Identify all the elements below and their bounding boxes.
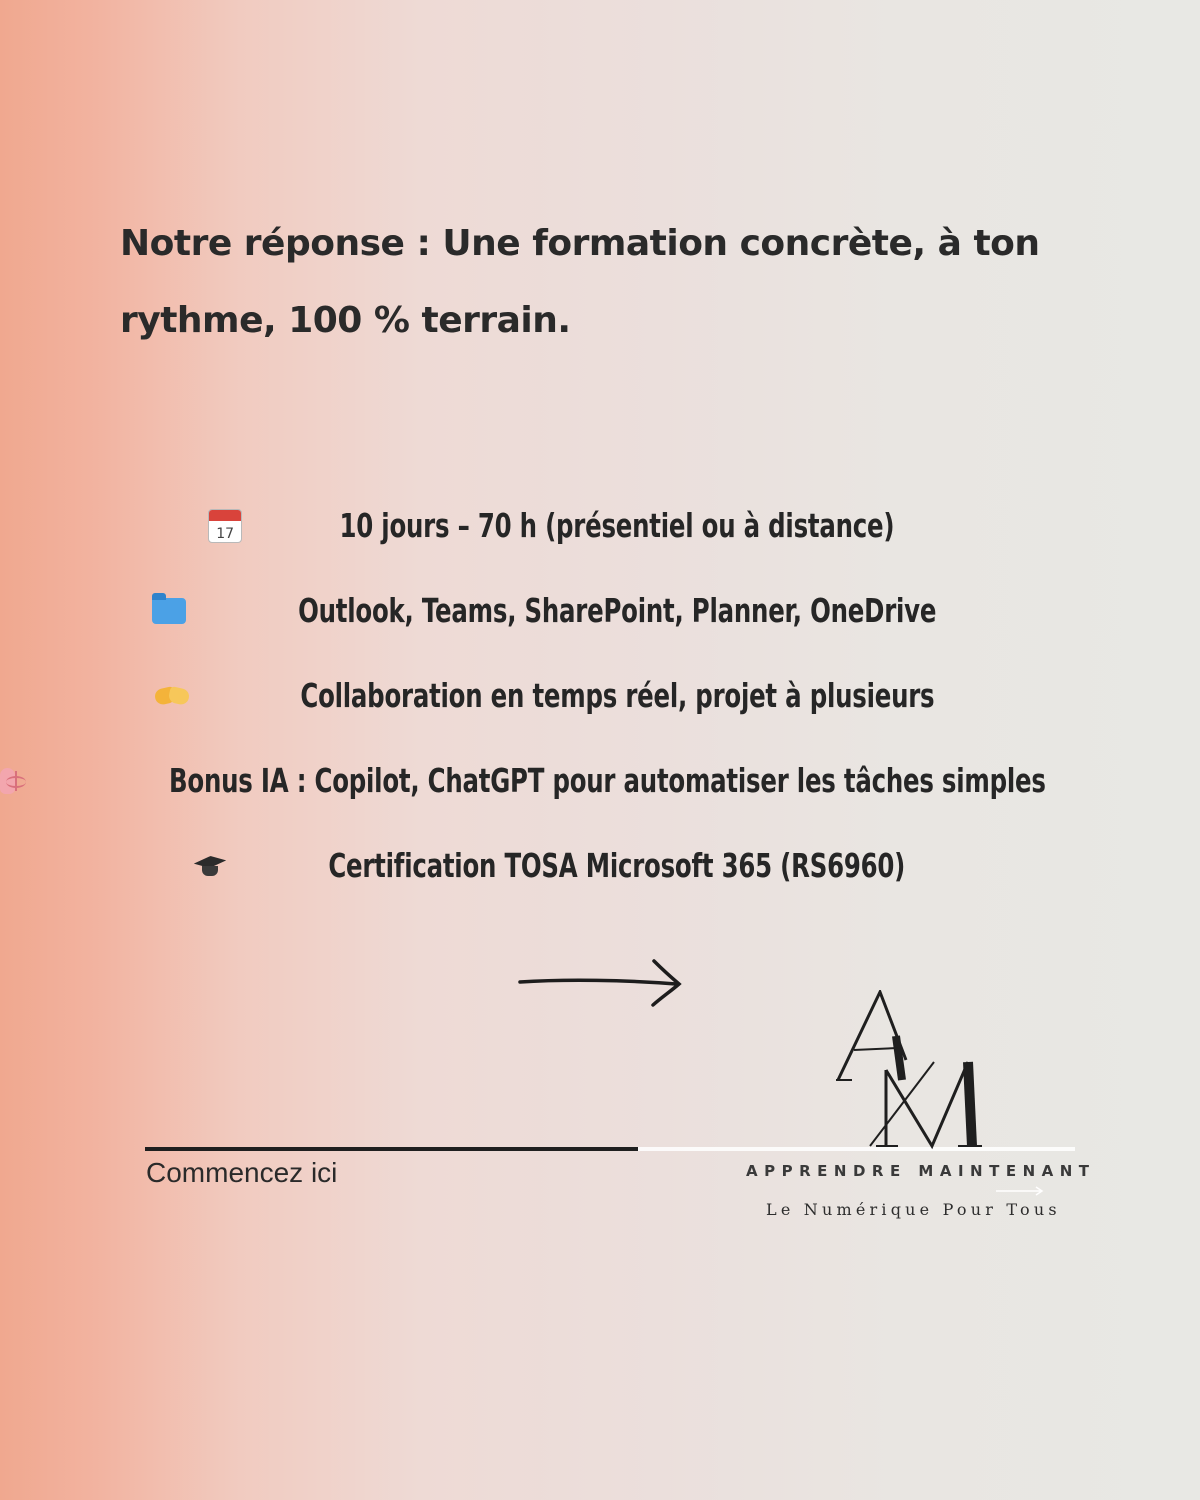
feature-text: Outlook, Teams, SharePoint, Planner, OneDrive (297, 591, 937, 630)
handshake-icon (155, 684, 189, 708)
feature-item (0, 738, 1200, 823)
brand-name: APPRENDRE MAINTENANT (746, 1162, 1096, 1180)
headline: Notre réponse : Une formation concrète, à ton rythme, 100 % terrain. (120, 223, 1040, 341)
next-arrow-icon[interactable] (516, 955, 686, 1010)
graduation-cap-icon (193, 852, 227, 880)
monogram-logo-icon (836, 990, 986, 1150)
brand-tagline: Le Numérique Pour Tous (766, 1200, 1061, 1219)
brand-logo (746, 990, 1096, 1230)
brain-icon (0, 768, 15, 794)
feature-item (0, 483, 1200, 568)
calendar-icon (208, 509, 242, 543)
feature-text: 10 jours – 70 h (présentiel ou à distance) (339, 506, 895, 545)
feature-text: Collaboration en temps réel, projet à plusieurs (300, 676, 934, 715)
feature-text: Bonus IA : Copilot, ChatGPT pour automatiser les tâches simples (169, 761, 1046, 800)
progress-fill (145, 1147, 638, 1151)
feature-item (0, 653, 1200, 738)
folder-icon (152, 598, 186, 624)
feature-text: Certification TOSA Microsoft 365 (RS6960) (328, 846, 906, 885)
feature-item (0, 568, 1200, 653)
feature-item (0, 823, 1200, 908)
small-arrow-icon (996, 1186, 1044, 1196)
feature-list (0, 483, 1200, 908)
cta-label[interactable]: Commencez ici (146, 1157, 338, 1188)
